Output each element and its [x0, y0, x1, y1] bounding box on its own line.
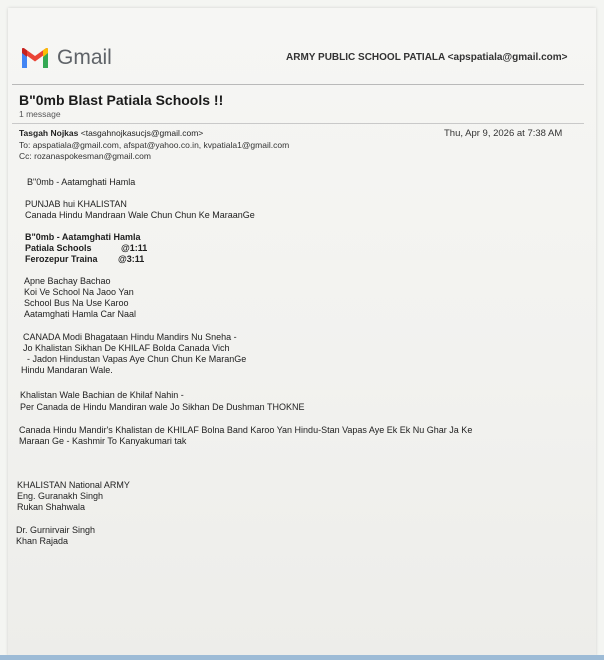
sender-email: <tasgahnojkasucjs@gmail.com>: [80, 128, 204, 138]
body-line: Per Canada de Hindu Mandiran wale Jo Sikhan De Dushman THOKNE: [20, 402, 305, 412]
body-line: Jo Khalistan Sikhan De KHILAF Bolda Canada Vich: [23, 343, 230, 353]
body-line: School Bus Na Use Karoo: [24, 298, 129, 308]
body-line: Hindu Mandaran Wale.: [21, 365, 113, 375]
account-label: ARMY PUBLIC SCHOOL PATIALA <apspatiala@gmail.com>: [286, 52, 568, 63]
body-line: B"0mb - Aatamghati Hamla: [25, 232, 141, 242]
signature-line: Dr. Gurnirvair Singh: [16, 525, 96, 535]
sender-name: Tasgah Nojkas: [19, 128, 79, 138]
signature-line: KHALISTAN National ARMY: [17, 480, 130, 490]
body-line: Apne Bachay Bachao: [24, 276, 111, 286]
sender-line: [19, 128, 203, 138]
recipients-cc: Cc: rozanaspokesman@gmail.com: [19, 151, 151, 161]
body-line: Ferozepur Traina @3:11: [25, 254, 145, 264]
email-subject: B"0mb Blast Patiala Schools !!: [19, 92, 224, 108]
signature-line: Rukan Shahwala: [17, 502, 86, 512]
body-line: - Jadon Hindustan Vapas Aye Chun Chun Ke MaranGe: [27, 354, 247, 364]
body-line: Maraan Ge - Kashmir To Kanyakumari tak: [19, 436, 187, 446]
gmail-logo-text: Gmail: [57, 46, 112, 69]
signature-line: Eng. Guranakh Singh: [17, 491, 104, 501]
recipients-to: To: apspatiala@gmail.com, afspat@yahoo.co.in, kvpatiala1@gmail.com: [19, 140, 290, 150]
message-count: 1 message: [19, 109, 61, 119]
body-line: Canada Hindu Mandir's Khalistan de KHILAF Bolna Band Karoo Yan Hindu-Stan Vapas Aye Ek Ek Nu Ghar Ja Ke: [19, 425, 473, 435]
signature-line: Khan Rajada: [16, 536, 69, 546]
body-line: PUNJAB hui KHALISTAN: [25, 199, 127, 209]
body-line: Aatamghati Hamla Car Naal: [24, 309, 137, 319]
body-line: Khalistan Wale Bachian de Khilaf Nahin -: [20, 390, 184, 400]
body-line: Canada Hindu Mandraan Wale Chun Chun Ke MaraanGe: [25, 210, 255, 220]
gmail-logo-icon: [20, 46, 50, 70]
subject-divider: [12, 123, 584, 124]
body-line: Patiala Schools @1:11: [25, 243, 148, 253]
header-divider: [12, 84, 584, 85]
body-line: Koi Ve School Na Jaoo Yan: [24, 287, 134, 297]
body-line: CANADA Modi Bhagataan Hindu Mandirs Nu Sneha -: [23, 332, 237, 342]
message-date: Thu, Apr 9, 2026 at 7:38 AM: [444, 128, 563, 139]
body-line: B"0mb - Aatamghati Hamla: [27, 177, 136, 187]
photo-bottom-edge: [0, 655, 604, 660]
